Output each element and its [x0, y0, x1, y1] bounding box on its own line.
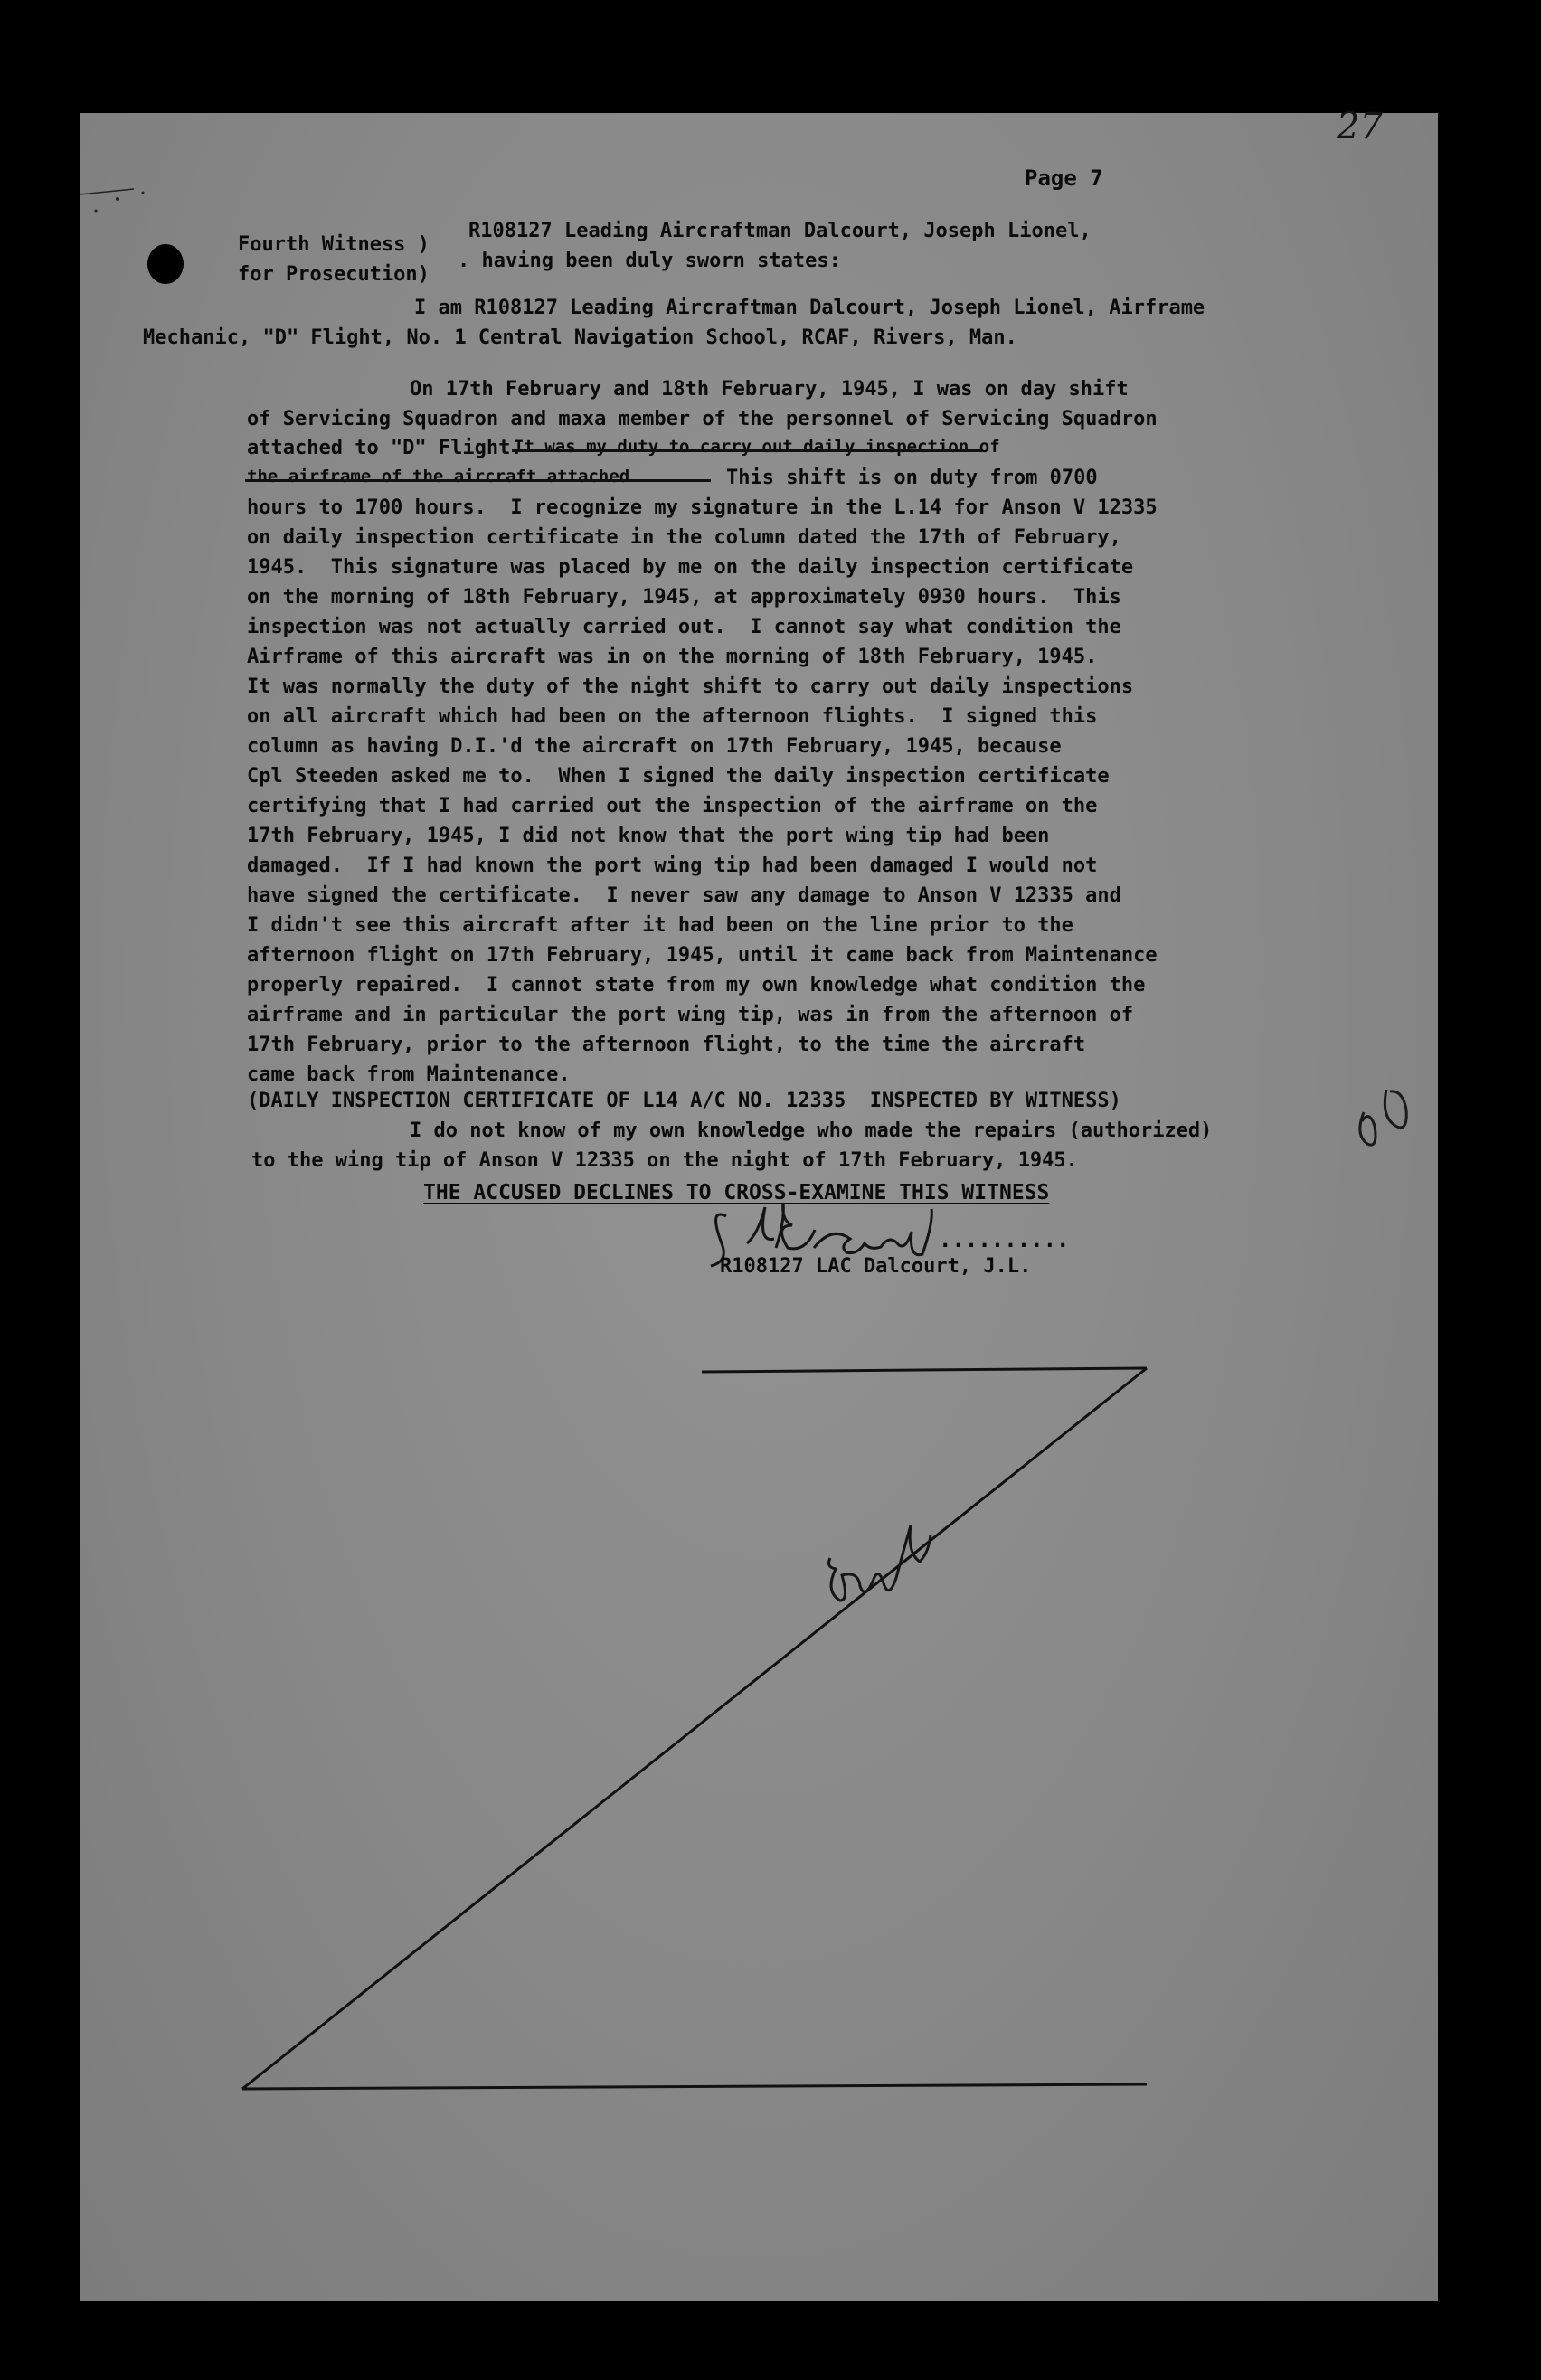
closing-line-1: I do not know of my own knowledge who made the repairs (authorized)	[410, 1119, 1213, 1142]
witness-role-line2: for Prosecution)	[238, 263, 430, 286]
statement-line-24: came back from Maintenance.	[247, 1063, 571, 1086]
statement-line-10: Airframe of this aircraft was in on the morning of 18th February, 1945.	[247, 646, 1098, 668]
statement-line-16: 17th February, 1945, I did not know that the port wing tip had been	[247, 825, 1050, 847]
page-label: Page 7	[1025, 165, 1103, 191]
statement-line-3: attached to "D" Flight.	[247, 437, 523, 459]
witness-identity-line2: . having been duly sworn states:	[458, 250, 841, 272]
statement-line-23: 17th February, prior to the afternoon flight, to the time the aircraft	[247, 1034, 1086, 1056]
statement-line-15: certifying that I had carried out the inspection of the airframe on the	[247, 795, 1098, 817]
statement-line-6: on daily inspection certificate in the column dated the 17th of February,	[247, 526, 1121, 549]
statement-line-14: Cpl Steeden asked me to. When I signed the daily inspection certificate	[247, 765, 1110, 788]
statement-line-17: damaged. If I had known the port wing tip had been damaged I would not	[247, 855, 1098, 877]
statement-line-11: It was normally the duty of the night shift to carry out daily inspections	[247, 675, 1134, 698]
witness-role-line1: Fourth Witness )	[238, 233, 430, 256]
witness-identity-line1: R108127 Leading Aircraftman Dalcourt, Joseph Lionel,	[468, 220, 1092, 242]
statement-line-22: airframe and in particular the port wing tip, was in from the afternoon of	[247, 1004, 1134, 1026]
statement-line-18: have signed the certificate. I never saw any damage to Anson V 12335 and	[247, 884, 1121, 907]
statement-line-9: inspection was not actually carried out. I cannot say what condition the	[247, 616, 1121, 638]
struck-text-line1: It was my duty to carry out daily inspection of	[514, 437, 1000, 457]
cancellation-initials	[80, 113, 1438, 2301]
statement-line-1: On 17th February and 18th February, 1945, I was on day shift	[410, 378, 1129, 401]
declines-cross-examination: THE ACCUSED DECLINES TO CROSS-EXAMINE THIS WITNESS	[423, 1181, 1050, 1204]
signature-dots: ..........	[939, 1227, 1070, 1252]
closing-line-2: to the wing tip of Anson V 12335 on the night of 17th February, 1945.	[251, 1149, 1078, 1172]
statement-line-12: on all aircraft which had been on the afternoon flights. I signed this	[247, 705, 1098, 728]
statement-line-5: hours to 1700 hours. I recognize my signature in the L.14 for Anson V 12335	[247, 496, 1158, 519]
statement-line-4: This shift is on duty from 0700	[726, 467, 1098, 489]
page-corner-number: 27	[1337, 106, 1383, 147]
statement-line-13: column as having D.I.'d the aircraft on 17th February, 1945, because	[247, 735, 1062, 758]
intro-line2: Mechanic, "D" Flight, No. 1 Central Navigation School, RCAF, Rivers, Man.	[143, 326, 1017, 349]
struck-text-line2: the airframe of the aircraft attached	[247, 467, 630, 486]
statement-line-2: of Servicing Squadron and maxa member of the personnel of Servicing Squadron	[247, 408, 1158, 430]
statement-line-21: properly repaired. I cannot state from my own knowledge what condition the	[247, 974, 1146, 996]
exhibit-note: (DAILY INSPECTION CERTIFICATE OF L14 A/C NO. 12335 INSPECTED BY WITNESS)	[247, 1090, 1121, 1112]
intro-line1: I am R108127 Leading Aircraftman Dalcourt, Joseph Lionel, Airframe	[414, 297, 1205, 319]
signer-name: R108127 LAC Dalcourt, J.L.	[720, 1255, 1032, 1278]
document-page	[80, 106, 1438, 2301]
statement-line-8: on the morning of 18th February, 1945, at approximately 0930 hours. This	[247, 586, 1121, 609]
statement-line-19: I didn't see this aircraft after it had been on the line prior to the	[247, 914, 1073, 937]
statement-line-20: afternoon flight on 17th February, 1945, until it came back from Maintenance	[247, 944, 1158, 967]
statement-line-7: 1945. This signature was placed by me on the daily inspection certificate	[247, 556, 1134, 579]
